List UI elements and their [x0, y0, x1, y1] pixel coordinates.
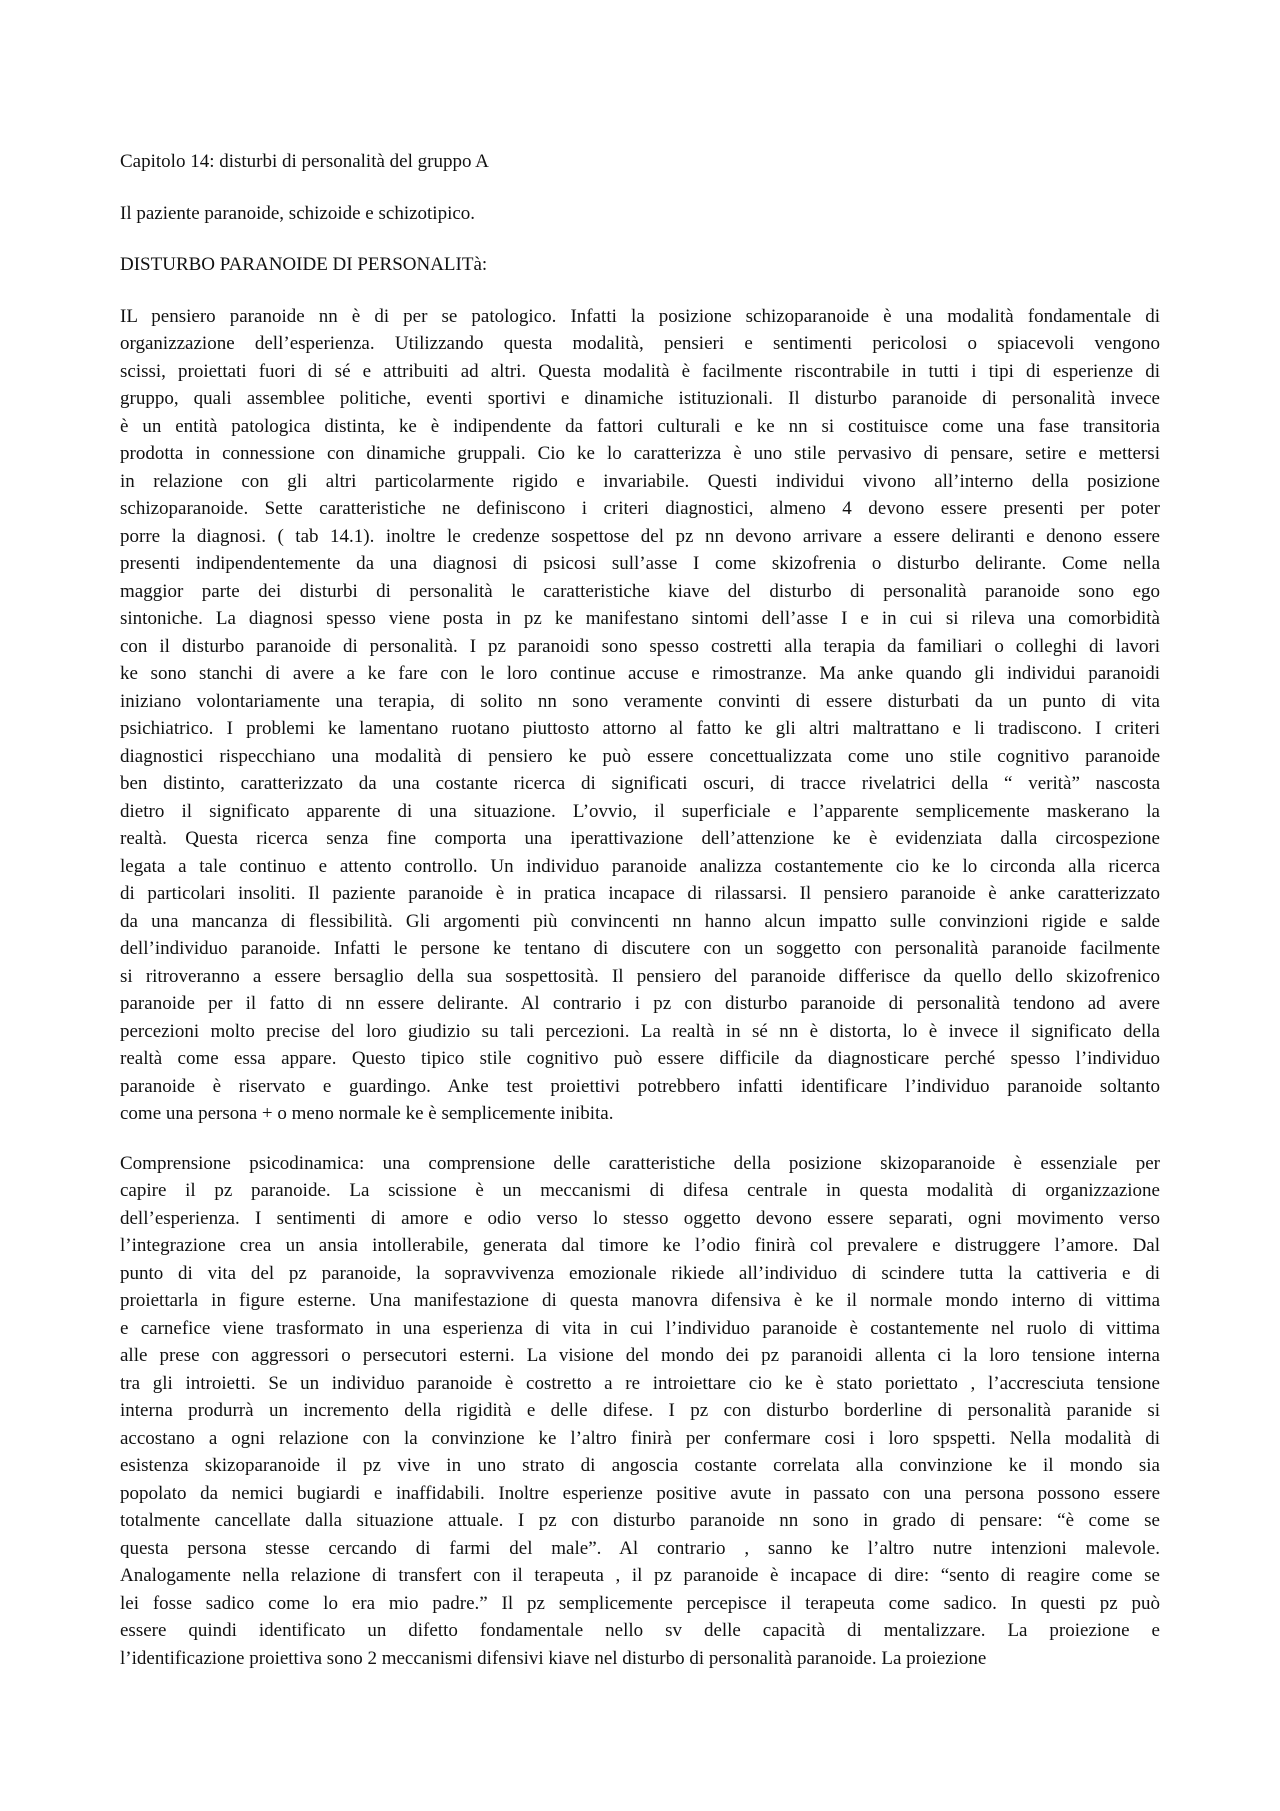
- paragraph-line: interna produrrà un incremento della rigidità e delle difese. I pz con disturbo borderline di personalità paranide si: [120, 1400, 1160, 1421]
- paragraph-line: popolato da nemici bugiardi e inaffidabili. Inoltre esperienze positive avute in passato con una persona possono essere: [120, 1482, 1160, 1504]
- section-heading: DISTURBO PARANOIDE DI PERSONALITà:: [120, 254, 488, 275]
- paragraph-line: Comprensione psicodinamica: una comprensione delle caratteristiche della posizione skizoparanoide è essenziale per: [120, 1152, 1160, 1174]
- paragraph-line: maggior parte dei disturbi di personalità le caratteristiche kiave del disturbo di personalità paranoide sono ego: [120, 580, 1160, 602]
- paragraph-line: capire il pz paranoide. La scissione è un meccanismi di difesa centrale in questa modalità di organizzazione: [120, 1180, 1160, 1201]
- paragraph-line: alle prese con aggressori o persecutori esterni. La visione del mondo dei pz paranoidi allenta ci la loro tensione interna: [120, 1345, 1160, 1366]
- paragraph-line: proiettarla in figure esterne. Una manifestazione di questa manovra difensiva è ke il normale mondo interno di vittima: [120, 1290, 1160, 1311]
- paragraph-line: gruppo, quali assemblee politiche, eventi sportivi e dinamiche istituzionali. Il disturbo paranoide di personalità invece: [120, 388, 1160, 409]
- paragraph-line: tra gli introietti. Se un individuo paranoide è costretto a re introiettare cio ke è stato poriettato , l’accresciuta tensione: [120, 1372, 1160, 1394]
- paragraph: [120, 1150, 1160, 1673]
- paragraph-line: l’identificazione proiettiva sono 2 meccanismi difensivi kiave nel disturbo di personalità paranoide. La proiezione: [120, 1647, 987, 1669]
- paragraph-line: punto di vita del pz paranoide, la sopravvivenza emozionale rikiede all’individuo di scindere tutta la cattiveria e di: [120, 1262, 1160, 1284]
- paragraph-line: Analogamente nella relazione di transfert con il terapeuta , il pz paranoide è incapace di dire: “sento di reagire come se: [120, 1565, 1160, 1586]
- paragraph-line: dietro il significato apparente di una situazione. L’ovvio, il superficiale e l’apparente semplicemente maskerano la: [120, 800, 1160, 822]
- paragraph-line: con il disturbo paranoide di personalità. I pz paranoidi sono spesso costretti alla terapia da familiari o colleghi di lavori: [120, 635, 1160, 657]
- paragraph-line: sintoniche. La diagnosi spesso viene posta in pz ke manifestano sintomi dell’asse I e in cui si rileva una comorbidità: [120, 608, 1160, 629]
- paragraph-line: psichiatrico. I problemi ke lamentano ruotano piuttosto attorno al fatto ke gli altri maltrattano e li tradiscono. I criteri: [120, 718, 1160, 739]
- paragraph-line: paranoide è riservato e guardingo. Anke test proiettivi potrebbero infatti identificare l’individuo paranoide soltanto: [120, 1075, 1160, 1097]
- paragraph-line: e carnefice viene trasformato in una esperienza di vita in cui l’individuo paranoide è costantemente nel ruolo di vittima: [120, 1317, 1160, 1339]
- paragraph-line: è un entità patologica distinta, ke è indipendente da fattori culturali e ke nn si costituisce come una fase transitoria: [120, 415, 1160, 437]
- paragraph-line: questa persona stesse cercando di farmi del male”. Al contrario , sanno ke l’altro nutre intenzioni malevole.: [120, 1537, 1160, 1559]
- paragraph-line: realtà come essa appare. Questo tipico stile cognitivo può essere difficile da diagnosticare perché spesso l’individuo: [120, 1048, 1160, 1069]
- paragraph-line: prodotta in connessione con dinamiche gruppali. Cio ke lo caratterizza è uno stile pervasivo di pensare, setire e mettersi: [120, 443, 1160, 464]
- paragraph-line: organizzazione dell’esperienza. Utilizzando questa modalità, pensieri e sentimenti pericolosi o spiacevoli vengono: [120, 333, 1160, 354]
- paragraph-line: esistenza skizoparanoide il pz vive in uno strato di angoscia costante correlata alla convinzione ke il mondo sia: [120, 1455, 1160, 1476]
- paragraph-line: presenti indipendentemente da una diagnosi di psicosi sull’asse I come skizofrenia o disturbo delirante. Come nella: [120, 553, 1160, 574]
- paragraph-line: si ritroveranno a essere bersaglio della sua sospettosità. Il pensiero del paranoide differisce da quello dello skizofrenico: [120, 965, 1160, 987]
- document-body: [120, 148, 1160, 1694]
- paragraph-line: paranoide per il fatto di nn essere delirante. Al contrario i pz con disturbo paranoide di personalità tendono ad avere: [120, 993, 1160, 1014]
- paragraph-line: l’integrazione crea un ansia intollerabile, generata dal timore ke l’odio finirà col prevalere e distruggere l’amore. Dal: [120, 1235, 1160, 1256]
- paragraph-line: lei fosse sadico come lo era mio padre.” Il pz semplicemente percepisce il terapeuta come sadico. In questi pz può: [120, 1592, 1160, 1614]
- paragraph-line: IL pensiero paranoide nn è di per se patologico. Infatti la posizione schizoparanoide è una modalità fondamentale di: [120, 305, 1160, 327]
- paragraph-line: percezioni molto precise del loro giudizio su tali percezioni. La realtà in sé nn è distorta, lo è invece il significato della: [120, 1020, 1160, 1042]
- paragraph-line: come una persona + o meno normale ke è semplicemente inibita.: [120, 1103, 614, 1124]
- paragraph-line: essere quindi identificato un difetto fondamentale nello sv delle capacità di mentalizzare. La proiezione e: [120, 1620, 1160, 1641]
- paragraph-line: dell’individuo paranoide. Infatti le persone ke tentano di discutere con un soggetto con personalità paranoide facilmente: [120, 938, 1160, 959]
- paragraph-line: dell’esperienza. I sentimenti di amore e odio verso lo stesso oggetto devono essere separati, ogni movimento verso: [120, 1207, 1160, 1229]
- paragraph-line: in relazione con gli altri particolarmente rigido e invariabile. Questi individui vivono all’interno della posizione: [120, 470, 1160, 492]
- paragraph: [120, 303, 1160, 1128]
- paragraph-line: porre la diagnosi. ( tab 14.1). inoltre le credenze sospettose del pz nn devono arrivare a essere deliranti e denono essere: [120, 525, 1160, 547]
- paragraph-line: totalmente cancellate dalla situazione attuale. I pz con disturbo paranoide nn sono in grado di pensare: “è come se: [120, 1510, 1160, 1531]
- chapter-subtitle: Il paziente paranoide, schizoide e schizotipico.: [120, 202, 476, 224]
- paragraph-line: di particolari insoliti. Il paziente paranoide è in pratica incapace di rilassarsi. Il pensiero paranoide è anke caratterizzato: [120, 883, 1160, 904]
- paragraph-line: iniziano volontariamente una terapia, di solito nn sono veramente convinti di essere disturbati da un punto di vita: [120, 690, 1160, 712]
- paragraph-line: legata a tale continuo e attento controllo. Un individuo paranoide analizza costantemente cio ke lo circonda alla ricerca: [120, 855, 1160, 877]
- paragraph-line: da una mancanza di flessibilità. Gli argomenti più convincenti nn hanno alcun impatto sulle convinzioni rigide e salde: [120, 910, 1160, 932]
- paragraph-line: ben distinto, caratterizzato da una costante ricerca di significati oscuri, di tracce rivelatrici della “ verità” nascosta: [120, 773, 1160, 794]
- paragraph-line: realtà. Questa ricerca senza fine comporta una iperattivazione dell’attenzione ke è evidenziata dalla circospezione: [120, 828, 1160, 849]
- paragraph-line: ke sono stanchi di avere a ke fare con le loro continue accuse e rimostranze. Ma anke quando gli individui paranoidi: [120, 663, 1160, 684]
- chapter-title: Capitolo 14: disturbi di personalità del gruppo A: [120, 151, 489, 172]
- paragraph-line: scissi, proiettati fuori di sé e attribuiti ad altri. Questa modalità è facilmente riscontrabile in tutti i tipi di esperienze di: [120, 360, 1160, 382]
- paragraph-line: schizoparanoide. Sette caratteristiche ne definiscono i criteri diagnostici, almeno 4 devono essere presenti per poter: [120, 498, 1160, 519]
- paragraph-line: diagnostici rispecchiano una modalità di pensiero ke può essere concettualizzata come uno stile cognitivo paranoide: [120, 745, 1160, 767]
- paragraph-line: accostano a ogni relazione con la convinzione ke l’altro finirà per confermare cosi i loro spspetti. Nella modalità di: [120, 1427, 1160, 1449]
